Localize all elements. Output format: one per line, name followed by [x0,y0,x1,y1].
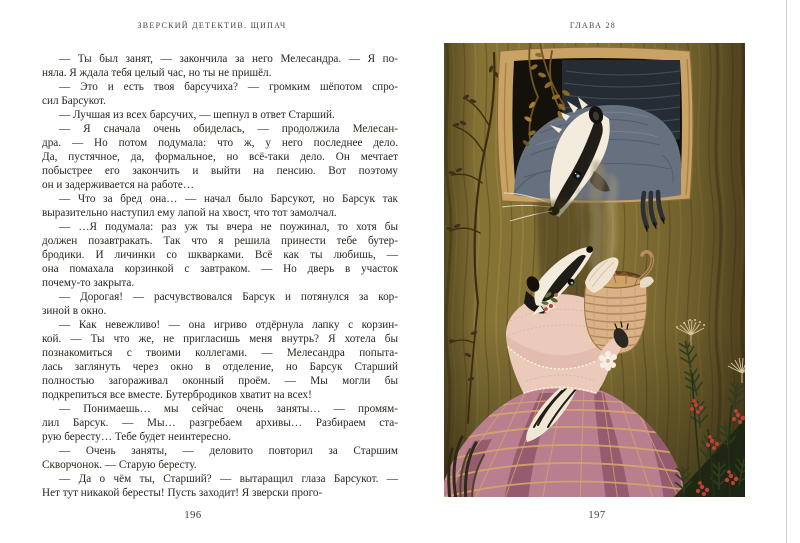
text-line: Да, пустячное, да, формальное, но всё-таки дело. Он мечтает [42,151,398,163]
text-line: она помахала корзинкой с завтраком. — Но дверь в участок [42,263,398,275]
running-head-chapter: ГЛАВА 28 [569,21,617,30]
text-line: — Ты был занят, — закончила за него Мелесандра. — Я по- [59,53,398,65]
text-line: няла. Я ждала тебя целый час, но ты не пришёл. [42,67,272,79]
text-line: сил Барсукот. [42,95,106,107]
text-line: побыстрее его закончить и выйти на пенсию. Вот поэтому [42,165,398,177]
page-edge-line [786,0,787,543]
text-line: полностью загораживал оконный проём. — Мы могли бы [42,375,398,387]
page-number-left: 196 [184,510,202,521]
text-line: — Как невежливо! — она игриво отдёрнула лапку с корзин- [59,319,398,331]
melesandra-eye [568,279,575,286]
text-line: почему-то закрыта. [42,277,135,289]
body-text-lines [42,52,398,500]
text-line: Нет тут никакой бересты! Пусть заходит! Я зверски прого- [42,487,323,499]
running-head-title: ЗВЕРСКИЙ ДЕТЕКТИВ. ЩИПАЧ [137,21,287,30]
text-line: зиной в окно. [42,305,107,317]
melesandra-nose [586,246,593,253]
text-line: — Лучшая из всех барсучих, — шепнул в ответ Старший. [59,109,335,121]
text-line: — Что за бред она… — начал было Барсукот, но Барсук так [59,193,398,205]
text-line: лил Барсук. — Мы… разгребаем архивы… Разбираем ста- [42,417,398,429]
text-line: — Дорогая! — расчувствовался Барсук и потянулся за кор- [59,291,398,303]
text-line: лась заглянуть через окно в отделение, но Барсук Старший [42,361,398,373]
text-line: рую бересту… Тебе будет неинтересно. [42,431,231,443]
text-line: познакомиться с твоими коллегами. — Мелесандра попыта- [42,347,398,359]
chapter-illustration [444,43,745,497]
text-line: дра. — Но потом подумала: что ж, у него последнее дело. [42,137,398,149]
text-line: подкрепиться все вместе. Бутербродиков хватит на всех! [42,389,312,401]
text-line: Скворчонок. — Старую бересту. [42,459,197,471]
text-line: должен позавтракать. Так что я решила принести тебе бутер- [42,235,398,247]
text-line: — Очень заняты, — деловито повторил за Старшим [59,445,398,457]
text-line: — Я сначала очень обиделась, — продолжила Мелесан- [59,123,398,135]
text-line: — …Я подумала: раз уж ты вчера не поужинал, то хотя бы [59,221,398,233]
text-line: — Понимаешь… мы сейчас очень заняты… — промям- [59,403,398,415]
text-line: кой. — Ты что же, не пригласишь меня внутрь? Я хотела бы [42,333,398,345]
text-line: выразительно наступил ему лапой на хвост, что тот замолчал. [42,207,337,219]
text-line: бродики. И личинки со шкварками. Всё как ты любишь, — [42,249,398,261]
page-number-right: 197 [588,510,606,521]
text-line: — Это и есть твоя барсучиха? — громким шёпотом спро- [59,81,398,93]
text-line: — Да о чём ты, Старший? — вытаращил глаза Барсукот. — [59,473,398,485]
text-line: он и задерживается на работе… [42,179,195,191]
